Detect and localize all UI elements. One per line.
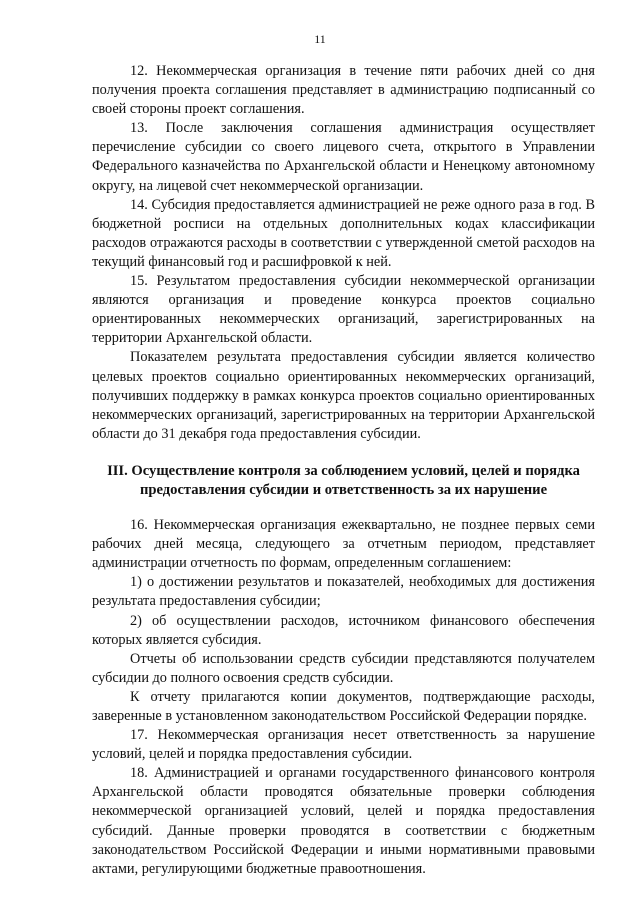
paragraph-16: 16. Некоммерческая организация ежеквартально, не позднее первых семи рабочих дней месяца, следующего за отчетным периодом, представляет администрации отчетность по формам, определенным соглашением: [92,517,595,572]
paragraph-16-item-1: 1) о достижении результатов и показателей, необходимых для достижения результата предоставления субсидии; [92,574,595,610]
paragraph-13: 13. После заключения соглашения администрация осуществляет перечисление субсидии со своего лицевого счета, открытого в Управлении Федерального казначейства по Архангельской области и Ненецкому автономному округу, на лицевой счет некоммерческой организации. [92,120,595,194]
section-heading: III. Осуществление контроля за соблюдением условий, целей и порядка предоставления субсидии и ответственность за их нарушение [107,462,580,498]
paragraph-result-indicator: Показателем результата предоставления субсидии является количество целевых проектов социально ориентированных некоммерческих организаций, получивших поддержку в рамках конкурса проектов социально ориентированных некоммерческих организаций, зарегистрированных на территории Архангельской области до 31 декабря года предоставления субсидии. [92,349,595,442]
paragraph-18: 18. Администрацией и органами государственного финансового контроля Архангельской области проводятся обязательные проверки соблюдения некоммерческой организацией условий, целей и порядка предоставления субсидий. Данные проверки проводятся в соответствии с бюджетным законодательством Российской Федерации и иными нормативными правовыми актами, регулирующими бюджетные правоотношения. [92,765,595,877]
paragraph-16-item-2: 2) об осуществлении расходов, источником финансового обеспечения которых является субсидия. [92,612,595,648]
paragraph-17: 17. Некоммерческая организация несет ответственность за нарушение условий, целей и порядка предоставления субсидии. [92,727,595,763]
page-number: 11 [314,32,326,46]
paragraph-15: 15. Результатом предоставления субсидии некоммерческой организации являются организация и проведение конкурса проектов социально ориентированных некоммерческих организаций, зарегистрированных на территории Архангельской области. [92,273,595,347]
paragraph-report-attachments: К отчету прилагаются копии документов, подтверждающие расходы, заверенные в установленном законодательством Российской Федерации порядке. [92,688,595,724]
paragraph-reports: Отчеты об использовании средств субсидии представляются получателем субсидии до полного освоения средств субсидии. [92,650,595,686]
document-body [92,62,595,879]
paragraph-14: 14. Субсидия предоставляется администрацией не реже одного раза в год. В бюджетной росписи на отдельных дополнительных кодах классификации расходов отражаются расходы в соответствии с утвержденной сметой расходов на текущий финансовый год и расшифровкой к ней. [92,196,595,270]
paragraph-12: 12. Некоммерческая организация в течение пяти рабочих дней со дня получения проекта соглашения представляет в администрацию подписанный со своей стороны проект соглашения. [92,63,595,118]
